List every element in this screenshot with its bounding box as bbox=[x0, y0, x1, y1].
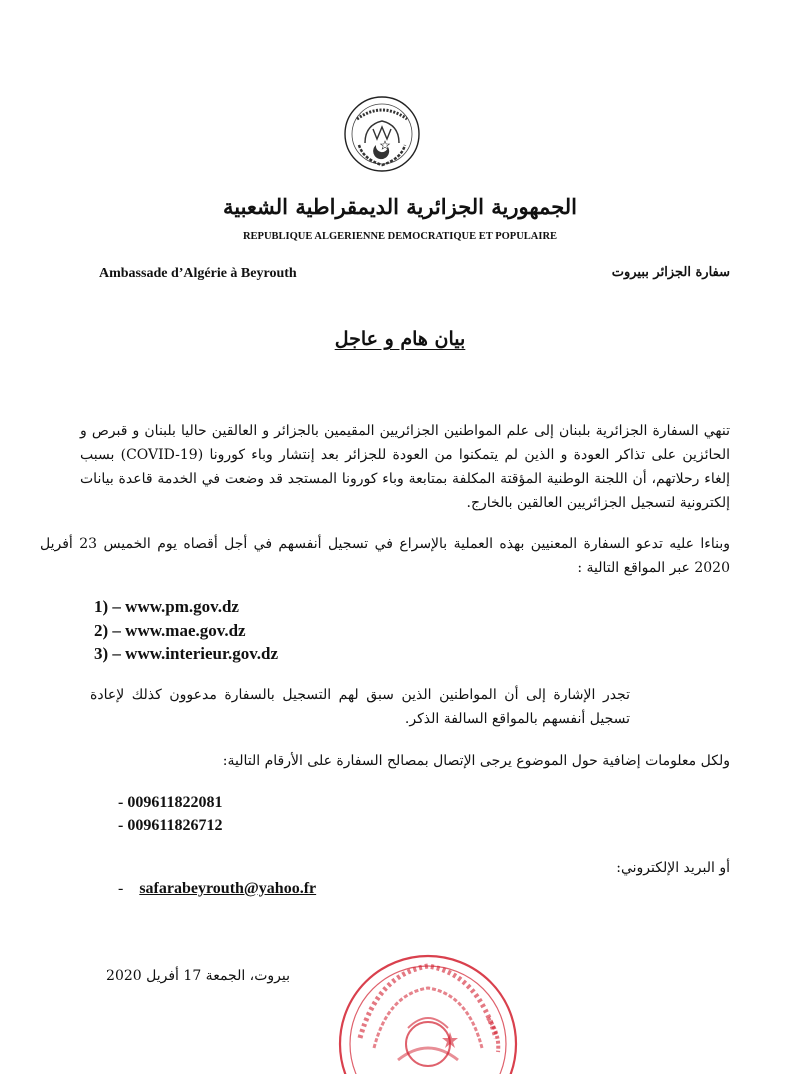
website-item: 1) – www.pm.gov.dz bbox=[94, 597, 239, 616]
embassy-name-french: Ambassade d’Algérie à Beyrouth bbox=[99, 266, 297, 281]
email-dash: - bbox=[118, 880, 124, 897]
republic-title-french: REPUBLIQUE ALGERIENNE DEMOCRATIQUE ET POPULAIRE bbox=[242, 231, 558, 242]
paragraph-email: أو البريد الإلكتروني: bbox=[616, 860, 730, 876]
phone-number: - 009611822081 bbox=[118, 794, 223, 811]
headline bbox=[0, 328, 800, 350]
republic-title-arabic: الجمهورية الجزائرية الديمقراطية الشعبية bbox=[222, 194, 577, 219]
website-item: 3) – www.interieur.gov.dz bbox=[94, 644, 279, 663]
website-item: 2) – www.mae.gov.dz bbox=[94, 621, 246, 640]
phone-number: - 009611826712 bbox=[118, 817, 223, 834]
email-line bbox=[118, 880, 316, 898]
headline-text: بيان هام و عاجل bbox=[334, 328, 466, 350]
paragraph-announcement: تنهي السفارة الجزائرية بلبنان إلى علم المواطنين الجزائريين المقيمين بالجزائر و العالقين حاليا بلبنان و قبرص و الحائزين على تذاكر العودة و الذين لم يتمكنوا من العودة للجزائر بعد إنتشار وباء كورونا (COVID-19) بسبب إلغاء رحلاتهم، أن اللجنة الوطنية المؤقتة المكلفة بمتابعة وباء كورونا المستجد قد وضعت في الخدمة قاعدة بيانات إلكترونية لتسجيل الجزائريين العالقين بالخارج. bbox=[80, 423, 730, 511]
email-address[interactable]: safarabeyrouth@yahoo.fr bbox=[139, 880, 317, 897]
paragraph-reregistration: تجدر الإشارة إلى أن المواطنين الذين سبق لهم التسجيل بالسفارة مدعوون كذلك لإعادة تسجيل أنفسهم بالمواقع السالفة الذكر. bbox=[90, 687, 630, 727]
embassy-stamp-icon bbox=[338, 948, 518, 1074]
paragraph-registration: وبناءا عليه تدعو السفارة المعنيين بهذه العملية بالإسراع في تسجيل أنفسهم في أجل أقصاه يوم الخميس 23 أفريل 2020 عبر المواقع التالية : bbox=[40, 536, 730, 576]
embassy-name-arabic: سفارة الجزائر ببيروت bbox=[611, 265, 730, 280]
date-line: بيروت، الجمعة 17 أفريل 2020 bbox=[106, 968, 290, 984]
paragraph-contact: ولكل معلومات إضافية حول الموضوع يرجى الإتصال بمصالح السفارة على الأرقام التالية: bbox=[222, 753, 730, 769]
algeria-emblem-icon bbox=[343, 95, 421, 173]
